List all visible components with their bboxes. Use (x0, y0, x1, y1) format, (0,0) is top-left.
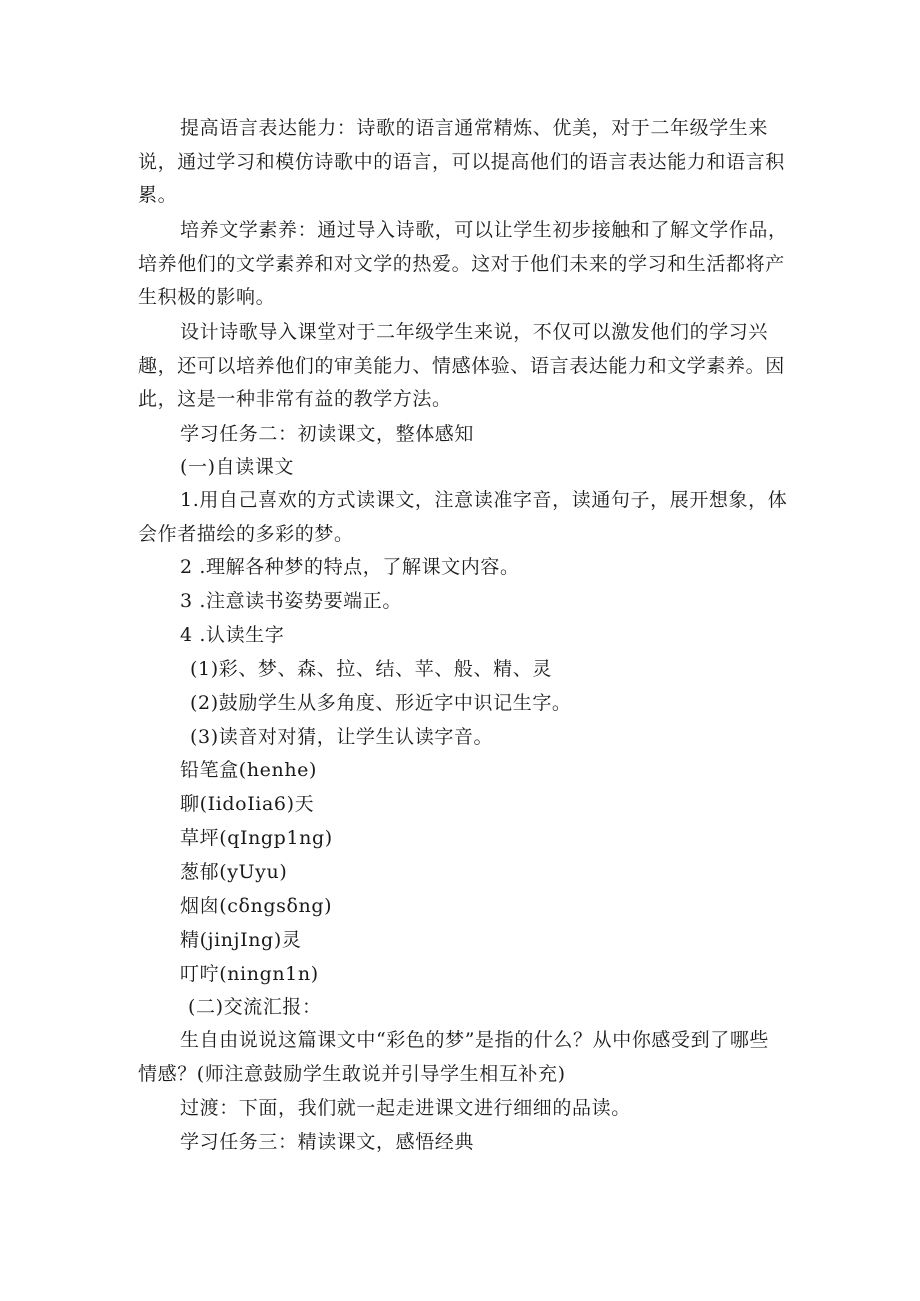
item-3: 3 .注意读书姿势要端正。 (180, 590, 402, 612)
sub-item-3: (3)读音对对猜，让学生认读字音。 (190, 726, 494, 748)
section2-heading: (二)交流汇报： (188, 996, 322, 1018)
word-item: 聊(IidoIia6)天 (180, 793, 315, 815)
word-item: 草坪(qIngp1ng) (180, 827, 333, 849)
item-4: 4 .认读生字 (180, 624, 285, 646)
task2-heading: 学习任务二：初读课文，整体感知 (180, 423, 475, 445)
word-item: 葱郁(yUyu) (180, 861, 288, 883)
word-item: 精(jinjIng)灵 (180, 929, 302, 951)
discussion-paragraph: 生自由说说这篇课文中“彩色的梦”是指的什么？从中你感受到了哪些情感？(师注意鼓励学生敢说并引导学生相互补充) (138, 1029, 770, 1085)
word-item: 铅笔盒(henhe) (180, 759, 318, 781)
item-2: 2 .理解各种梦的特点，了解课文内容。 (180, 556, 520, 578)
paragraph-design-summary: 设计诗歌导入课堂对于二年级学生来说，不仅可以激发他们的学习兴趣，还可以培养他们的审美能力、情感体验、语言表达能力和文学素养。因此，这是一种非常有益的教学方法。 (138, 321, 785, 410)
transition-line: 过渡：下面，我们就一起走进课文进行细细的品读。 (180, 1097, 631, 1119)
word-item: 叮咛(ningn1n) (180, 963, 319, 985)
paragraph-language-expression: 提高语言表达能力：诗歌的语言通常精炼、优美，对于二年级学生来说，通过学习和模仿诗歌中的语言，可以提高他们的语言表达能力和语言积累。 (138, 117, 785, 206)
word-item: 烟囱(cδngsδng) (180, 895, 333, 917)
sub-item-1: (1)彩、梦、森、拉、结、苹、般、精、灵 (190, 658, 552, 680)
paragraph-literary-literacy: 培养文学素养：通过导入诗歌，可以让学生初步接触和了解文学作品，培养他们的文学素养和对文学的热爱。这对于他们未来的学习和生活都将产生积极的影响。 (138, 219, 788, 308)
task3-heading: 学习任务三：精读课文，感悟经典 (180, 1131, 475, 1153)
sub-item-2: (2)鼓励学生从多角度、形近字中识记生字。 (190, 692, 572, 714)
item-1: 1.用自己喜欢的方式读课文，注意读准字音，读通句子，展开想象，体会作者描绘的多彩的梦。 (138, 489, 788, 545)
section1-heading: (一)自读课文 (180, 456, 295, 478)
